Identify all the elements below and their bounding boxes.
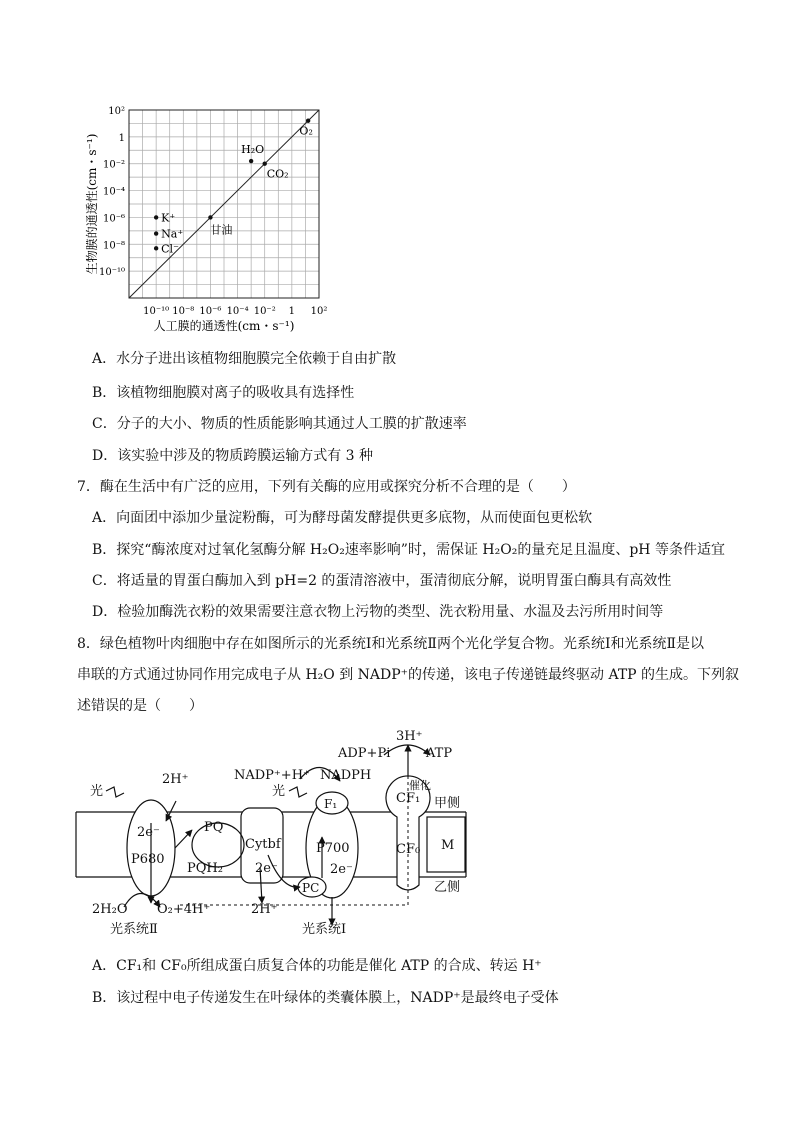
water-label: 2H₂O [92,902,128,917]
psi-electrons: 2e⁻ [330,862,353,877]
data-point [154,215,158,219]
q7-option-a: A．向面团中添加少量淀粉酶，可为酵母菌发酵提供更多底物，从而使面包更松软 [92,510,593,526]
x-tick-labels [143,306,327,317]
cf1-label: CF₁ [396,791,421,806]
y-tick-label: 10² [108,106,125,117]
q8-option-a: A．CF₁和 CF₀所组成蛋白质复合体的功能是催化 ATP 的合成、转运 H⁺ [92,958,542,974]
y-axis-label: 生物膜的通透性(cm・s⁻¹) [85,133,99,275]
y-tick-label: 1 [118,132,125,144]
nadp-label: NADP⁺+H⁺ [234,768,310,783]
h-plus-bottom: 2H⁺ [251,902,278,917]
x-tick-label: 10² [310,306,328,317]
p680-label: P680 [131,852,165,867]
q6-option-a: A．水分子进出该植物细胞膜完全依赖于自由扩散 [92,351,397,367]
y-tick-label: 10⁻⁴ [102,186,125,198]
data-point [306,119,310,123]
q7-option-b: B．探究“酶浓度对过氧化氢酶分解 H₂O₂速率影响”时，需保证 H₂O₂的量充足且温度、pH 等条件适宜 [92,542,725,558]
data-point-label: CO₂ [266,167,289,181]
p700-label: P700 [316,841,350,856]
q6-option-c: C．分子的大小、物质的性质能影响其通过人工膜的扩散速率 [92,416,467,432]
data-point-label: Na⁺ [161,227,184,241]
q8-stem-line3: 述错误的是（ ） [77,698,203,714]
light-zigzag-1 [106,787,124,797]
x-tick-label: 10⁻² [253,306,276,317]
h-plus-top: 2H⁺ [162,772,189,787]
pc-label: PC [302,881,320,895]
q6-option-b: B．该植物细胞膜对离子的吸收具有选择性 [92,385,355,401]
photosystem-diagram [0,725,794,940]
x-axis-label: 人工膜的通透性(cm・s⁻¹) [153,319,295,333]
f1-label: F₁ [324,797,338,811]
x-tick-label: 10⁻⁸ [172,306,195,317]
psii-label: 光系统Ⅱ [110,922,158,937]
y-tick-label: 10⁻¹⁰ [98,267,125,279]
x-tick-label: 10⁻⁶ [199,306,222,317]
y-tick-labels [99,106,125,278]
data-point [249,159,253,163]
x-tick-label: 10⁻¹⁰ [143,306,170,317]
atp-label: ATP [426,746,453,761]
q8-stem-line2: 串联的方式通过协同作用完成电子从 H₂O 到 NADP⁺的传递，该电子传递链最终驱动 ATP 的生成。下列叙 [77,667,740,683]
x-tick-label: 10⁻⁴ [226,306,249,317]
nadph-label: NADPH [320,768,372,783]
m-label: M [441,838,455,853]
adp-label: ADP+Pi [338,746,391,761]
y-tick-label: 10⁻² [102,159,125,171]
h3-label: 3H⁺ [396,729,423,744]
data-point-label: K⁺ [161,211,176,225]
data-point [263,162,267,166]
y-tick-label: 10⁻⁸ [102,240,125,252]
data-point-label: O₂ [299,124,313,138]
oxygen-label: O₂+4H⁺ [157,902,211,917]
psii-electrons: 2e⁻ [137,825,160,840]
light-label-1: 光 [90,784,104,799]
data-point-label: 甘油 [210,223,233,237]
data-point [154,231,158,235]
data-point-label: H₂O [241,143,265,157]
stroma-side-label: 甲侧 [434,796,461,811]
cytbf-electrons: 2e⁻ [255,861,278,876]
q6-option-d: D．该实验中涉及的物质跨膜运输方式有 3 种 [92,448,374,464]
q7-stem: 7．酶在生活中有广泛的应用，下列有关酶的应用或探究分析不合理的是（ ） [77,479,576,495]
y-tick-label: 10⁻⁶ [102,213,125,225]
cf0-label: CF₀ [396,842,421,857]
psi-label: 光系统Ⅰ [302,922,347,937]
q7-option-d: D．检验加酶洗衣粉的效果需要注意衣物上污物的类型、洗衣粉用量、水温及去污所用时间等 [92,604,664,620]
permeability-chart [78,100,338,340]
data-point-label: Cl⁻ [161,242,179,256]
q7-option-c: C．将适量的胃蛋白酶加入到 pH=2 的蛋清溶液中，蛋清彻底分解，说明胃蛋白酶具有高效性 [92,573,672,589]
x-tick-label: 1 [288,306,296,317]
data-point [208,215,212,219]
light-zigzag-2 [289,787,307,797]
cytbf-label: Cytbf [245,837,281,852]
light-label-2: 光 [272,784,286,799]
pqh2-label: PQH₂ [187,861,223,876]
catalyze-label: 催化 [409,779,431,792]
q8-stem-line1: 8．绿色植物叶肉细胞中存在如图所示的光系统Ⅰ和光系统Ⅱ两个光化学复合物。光系统Ⅰ和光系统Ⅱ是以 [77,636,704,652]
data-point [154,246,158,250]
lumen-side-label: 乙侧 [434,880,461,895]
pq-label: PQ [204,820,224,835]
q8-option-b: B．该过程中电子传递发生在叶绿体的类囊体膜上，NADP⁺是最终电子受体 [92,990,559,1006]
